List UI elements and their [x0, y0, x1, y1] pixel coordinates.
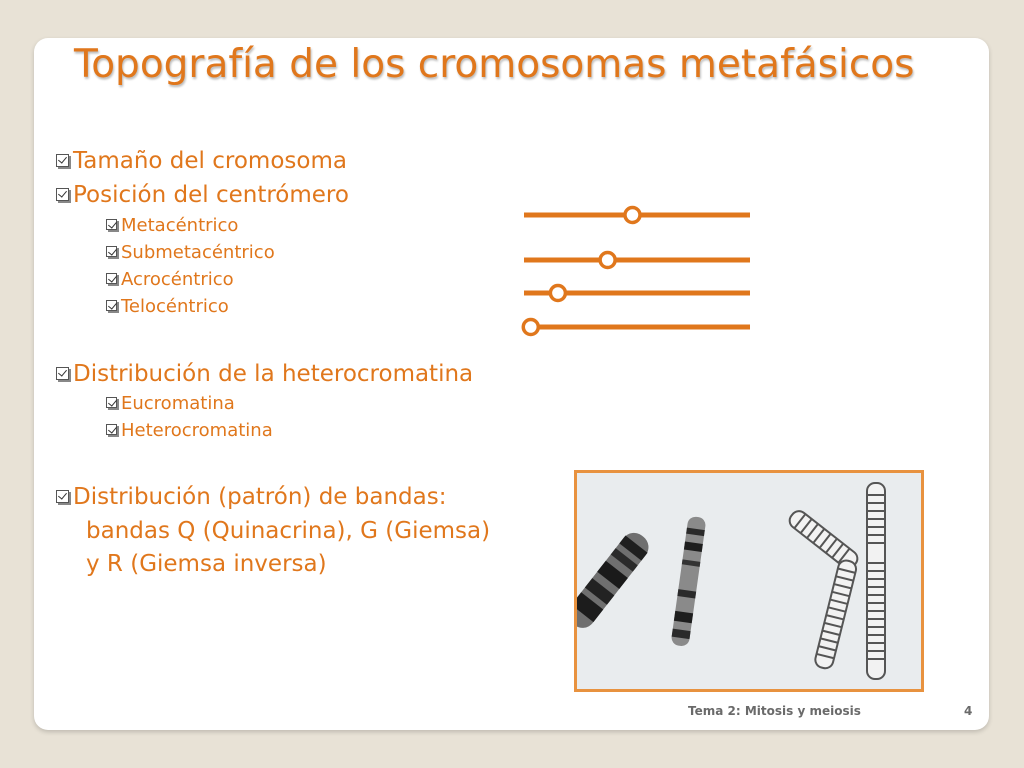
checkbox-bullet-icon — [56, 188, 69, 201]
sub-bullet-metacentrico: Metacéntrico — [106, 216, 238, 237]
ideogram-straight — [867, 483, 885, 679]
telocentric-centromere-marker — [523, 320, 538, 335]
metacentric-centromere-marker — [625, 208, 640, 223]
bullet-bandas: Distribución (patrón) de bandas: — [56, 484, 446, 510]
sub-bullet-telocentrico: Telocéntrico — [106, 297, 229, 318]
chromosome-banding-photo — [574, 470, 924, 692]
checkbox-bullet-icon — [106, 397, 117, 408]
slide-title: Topografía de los cromosomas metafásicos — [74, 42, 915, 87]
checkbox-bullet-icon — [106, 273, 117, 284]
footer-text: Tema 2: Mitosis y meiosis — [688, 704, 861, 718]
checkbox-bullet-icon — [56, 490, 69, 503]
bullet-distribucion-heterocromatina: Distribución de la heterocromatina — [56, 361, 473, 387]
checkbox-bullet-icon — [56, 367, 69, 380]
bullet-bandas-line-2: bandas Q (Quinacrina), G (Giemsa) — [86, 518, 491, 544]
sub-bullet-eucromatina: Eucromatina — [106, 394, 235, 415]
stained-chromosome-1 — [577, 528, 654, 633]
submetacentric-centromere-marker — [600, 253, 615, 268]
bullet-tamano: Tamaño del cromosoma — [56, 148, 347, 174]
checkbox-bullet-icon — [106, 219, 117, 230]
checkbox-bullet-icon — [106, 300, 117, 311]
centromere-diagram — [514, 198, 774, 348]
checkbox-bullet-icon — [56, 154, 69, 167]
ideogram-bent — [786, 508, 860, 670]
checkbox-bullet-icon — [106, 424, 117, 435]
page-number: 4 — [964, 704, 973, 718]
sub-bullet-submetacentrico: Submetacéntrico — [106, 243, 275, 264]
sub-bullet-heterocromatina: Heterocromatina — [106, 421, 273, 442]
stained-chromosome-2 — [671, 516, 707, 647]
bullet-bandas-line-3: y R (Giemsa inversa) — [86, 551, 327, 577]
slide — [34, 38, 989, 730]
chromosome-illustration — [577, 473, 921, 689]
sub-bullet-acrocentrico: Acrocéntrico — [106, 270, 234, 291]
checkbox-bullet-icon — [106, 246, 117, 257]
bullet-posicion: Posición del centrómero — [56, 182, 349, 208]
acrocentric-centromere-marker — [550, 286, 565, 301]
